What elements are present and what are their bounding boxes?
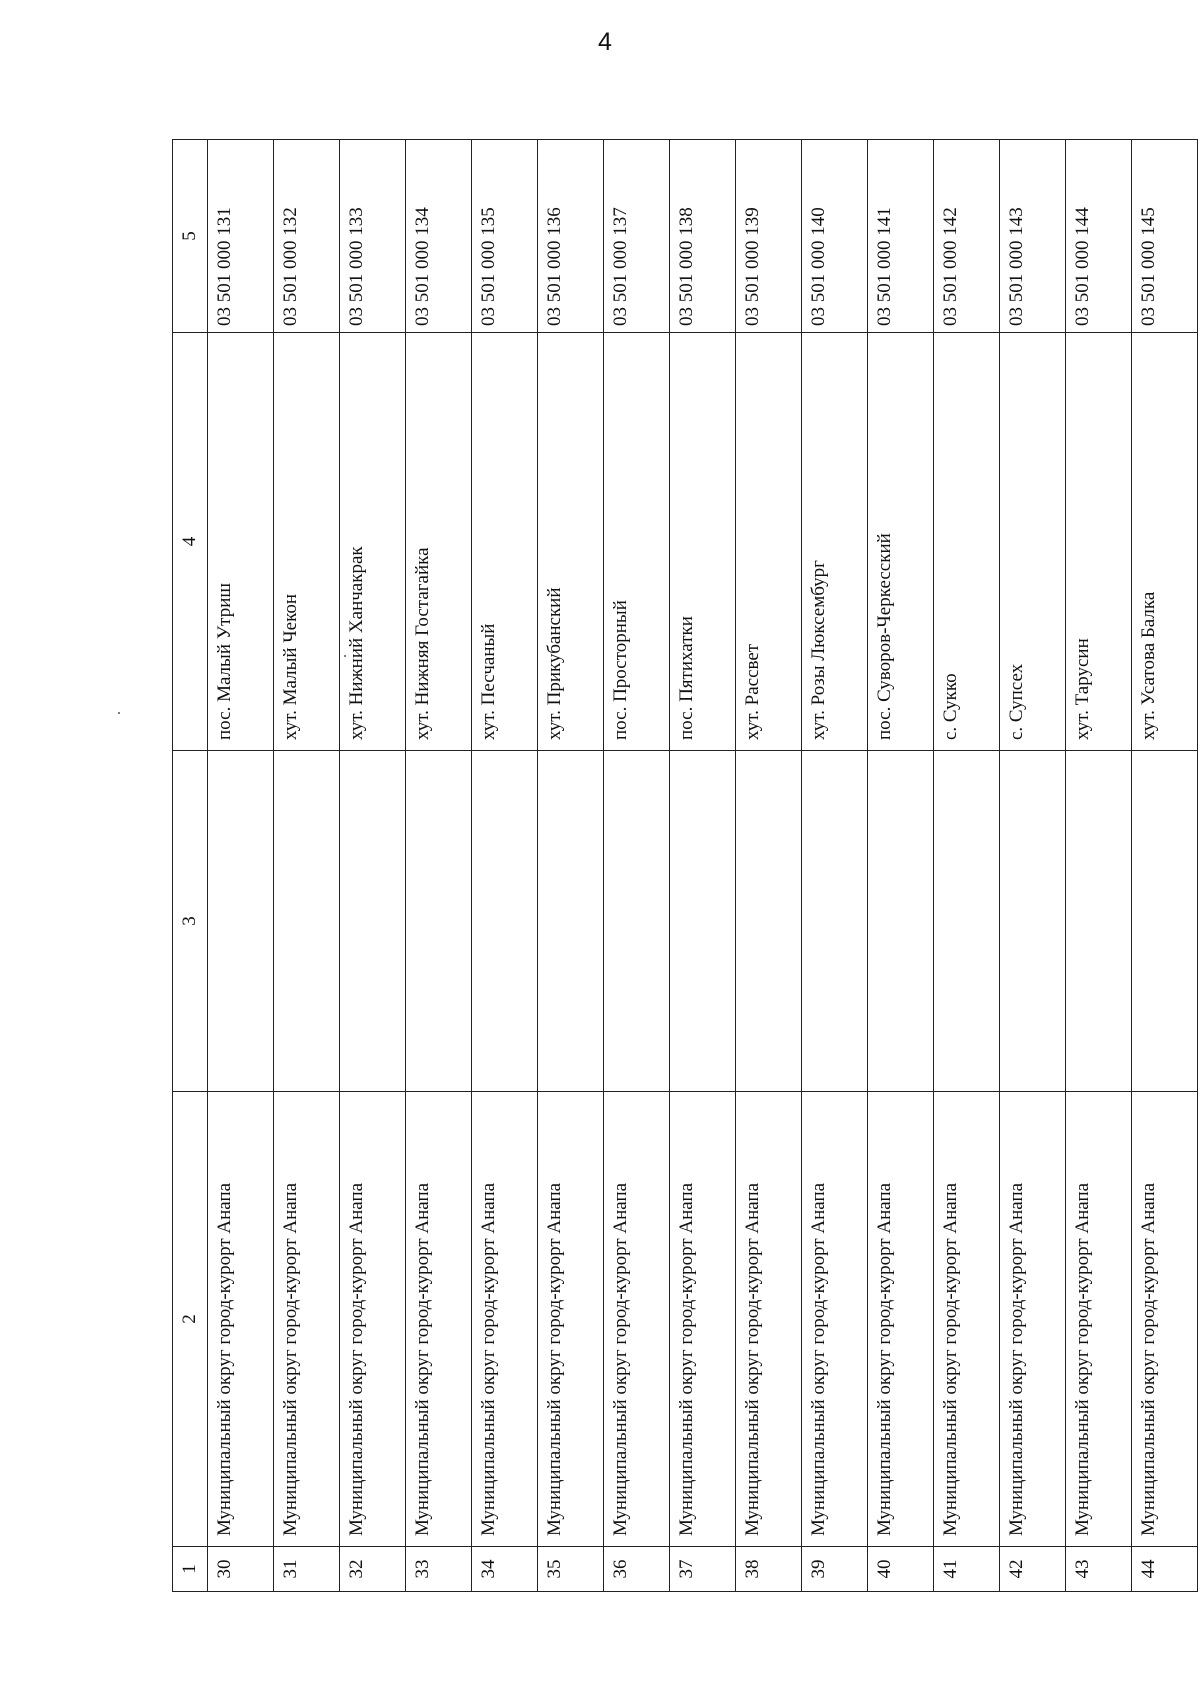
table-row [802, 140, 868, 1592]
district-cell [1132, 751, 1198, 1092]
settlement-cell: хут. Малый Чекон [274, 333, 340, 751]
district-cell [802, 751, 868, 1092]
district-cell [868, 751, 934, 1092]
table-row [604, 140, 670, 1592]
table-row [1000, 140, 1066, 1592]
settlement-cell: хут. Песчаный [472, 333, 538, 751]
code-cell: 03 501 000 141 [868, 140, 934, 333]
municipality-cell: Муниципальный округ город-курорт Анапа [472, 1092, 538, 1547]
rotated-table [172, 140, 1159, 1592]
row-number-cell: 34 [472, 1547, 538, 1592]
district-cell [736, 751, 802, 1092]
settlement-cell: пос. Суворов-Черкесский [868, 333, 934, 751]
code-cell: 03 501 000 134 [406, 140, 472, 333]
row-number-cell: 32 [340, 1547, 406, 1592]
code-cell: 03 501 000 143 [1000, 140, 1066, 333]
district-cell [538, 751, 604, 1092]
row-number-cell: 39 [802, 1547, 868, 1592]
municipality-cell: Муниципальный округ город-курорт Анапа [406, 1092, 472, 1547]
settlement-cell: пос. Пятихатки [670, 333, 736, 751]
district-cell [934, 751, 1000, 1092]
row-number-cell: 40 [868, 1547, 934, 1592]
municipality-cell: Муниципальный округ город-курорт Анапа [538, 1092, 604, 1547]
district-cell [340, 751, 406, 1092]
municipality-cell: Муниципальный округ город-курорт Анапа [340, 1092, 406, 1547]
row-number-cell: 43 [1066, 1547, 1132, 1592]
table-row [406, 140, 472, 1592]
table-row [340, 140, 406, 1592]
municipality-cell: Муниципальный округ город-курорт Анапа [1132, 1092, 1198, 1547]
table-row [274, 140, 340, 1592]
settlement-cell: хут. Рассвет [736, 333, 802, 751]
row-number-cell: 30 [208, 1547, 274, 1592]
settlement-cell: хут. Прикубанский [538, 333, 604, 751]
code-cell: 03 501 000 132 [274, 140, 340, 333]
district-cell [472, 751, 538, 1092]
district-cell [1066, 751, 1132, 1092]
district-cell [406, 751, 472, 1092]
district-cell [208, 751, 274, 1092]
code-cell: 03 501 000 135 [472, 140, 538, 333]
table-row [208, 140, 274, 1592]
header-col-4: 4 [173, 333, 208, 751]
municipality-cell: Муниципальный округ город-курорт Анапа [868, 1092, 934, 1547]
code-cell: 03 501 000 133 [340, 140, 406, 333]
page-number: 4 [598, 28, 612, 56]
table-row [1132, 140, 1198, 1592]
header-col-2: 2 [173, 1092, 208, 1547]
row-number-cell: 35 [538, 1547, 604, 1592]
municipality-cell: Муниципальный округ город-курорт Анапа [670, 1092, 736, 1547]
row-number-cell: 37 [670, 1547, 736, 1592]
table-row [538, 140, 604, 1592]
row-number-cell: 41 [934, 1547, 1000, 1592]
header-col-1: 1 [173, 1547, 208, 1592]
district-cell [274, 751, 340, 1092]
table-row [472, 140, 538, 1592]
settlement-cell: хут. Нижняя Гостагайка [406, 333, 472, 751]
table-header-row [173, 140, 208, 1592]
district-cell [604, 751, 670, 1092]
row-number-cell: 38 [736, 1547, 802, 1592]
code-cell: 03 501 000 140 [802, 140, 868, 333]
settlement-cell: хут. Тарусин [1066, 333, 1132, 751]
settlement-cell: пос. Просторный [604, 333, 670, 751]
rotated-table-frame [172, 140, 1159, 1592]
row-number-cell: 31 [274, 1547, 340, 1592]
table-row [1066, 140, 1132, 1592]
code-cell: 03 501 000 139 [736, 140, 802, 333]
row-number-cell: 44 [1132, 1547, 1198, 1592]
municipality-cell: Муниципальный округ город-курорт Анапа [274, 1092, 340, 1547]
settlement-cell: хут. Розы Люксембург [802, 333, 868, 751]
settlement-cell: с. Сукко [934, 333, 1000, 751]
header-col-5: 5 [173, 140, 208, 333]
header-col-3: 3 [173, 751, 208, 1092]
municipality-cell: Муниципальный округ город-курорт Анапа [208, 1092, 274, 1547]
scan-speck [118, 712, 120, 714]
district-cell [670, 751, 736, 1092]
municipality-cell: Муниципальный округ город-курорт Анапа [736, 1092, 802, 1547]
settlement-cell: с. Супсех [1000, 333, 1066, 751]
table-row [736, 140, 802, 1592]
table-row [934, 140, 1000, 1592]
municipality-cell: Муниципальный округ город-курорт Анапа [1000, 1092, 1066, 1547]
row-number-cell: 36 [604, 1547, 670, 1592]
code-cell: 03 501 000 142 [934, 140, 1000, 333]
settlement-cell: хут. Усатова Балка [1132, 333, 1198, 751]
municipality-cell: Муниципальный округ город-курорт Анапа [802, 1092, 868, 1547]
code-cell: 03 501 000 145 [1132, 140, 1198, 333]
code-cell: 03 501 000 137 [604, 140, 670, 333]
municipality-cell: Муниципальный округ город-курорт Анапа [934, 1092, 1000, 1547]
settlement-registry-table [172, 139, 1198, 1592]
municipality-cell: Муниципальный округ город-курорт Анапа [604, 1092, 670, 1547]
municipality-cell: Муниципальный округ город-курорт Анапа [1066, 1092, 1132, 1547]
district-cell [1000, 751, 1066, 1092]
code-cell: 03 501 000 138 [670, 140, 736, 333]
code-cell: 03 501 000 131 [208, 140, 274, 333]
row-number-cell: 33 [406, 1547, 472, 1592]
table-row [868, 140, 934, 1592]
code-cell: 03 501 000 144 [1066, 140, 1132, 333]
settlement-cell: пос. Малый Утриш [208, 333, 274, 751]
table-row [670, 140, 736, 1592]
code-cell: 03 501 000 136 [538, 140, 604, 333]
row-number-cell: 42 [1000, 1547, 1066, 1592]
settlement-cell: хут. Нижний Ханчакрак [340, 333, 406, 751]
